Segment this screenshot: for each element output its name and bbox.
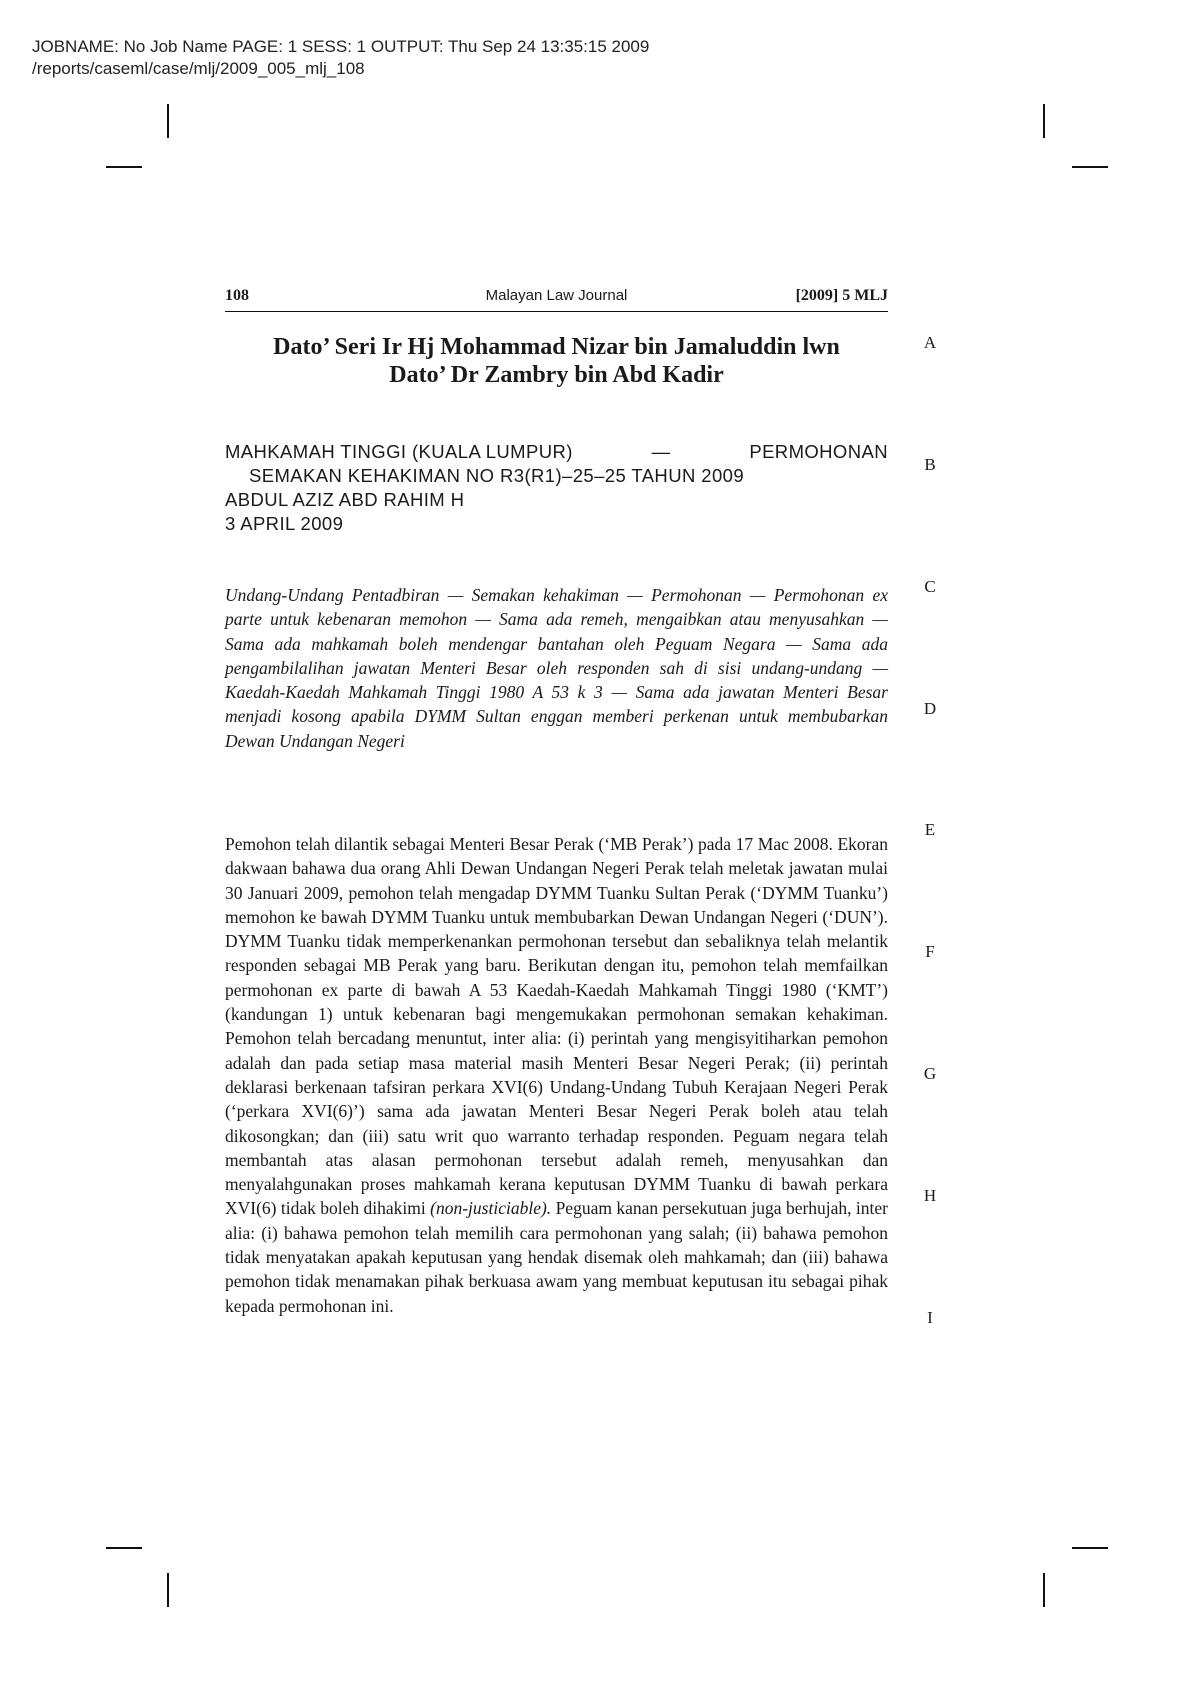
catchwords: Undang-Undang Pentadbiran — Semakan kehakiman — Permohonan — Permohonan ex parte untuk kebenaran memohon — Sama ada remeh, mengaibkan atau menyusahkan — Sama ada mahkamah boleh mendengar bantahan oleh Peguam Negara — Sama ada pengambilalihan jawatan Menteri Besar oleh responden sah di sisi undang-undang — Kaedah-Kaedah Mahkamah Tinggi 1980 A 53 k 3 — Sama ada jawatan Menteri Besar menjadi kosong apabila DYMM Sultan enggan memberi perkenan untuk membubarkan Dewan Undangan Negeri xyxy=(225,585,888,751)
case-title-line2: Dato’ Dr Zambry bin Abd Kadir xyxy=(389,362,724,388)
job-header-path: /reports/caseml/case/mlj/2009_005_mlj_108 xyxy=(32,59,365,78)
headnote-paragraph xyxy=(225,832,888,1318)
court-line xyxy=(225,440,888,464)
margin-letter-c: C xyxy=(924,577,936,596)
case-title xyxy=(225,333,888,389)
headnote-text-part2: Peguam kanan persekutuan juga berhujah, inter alia: (i) bahawa pemohon telah memilih cara permohonan yang salah; (ii) bahawa pemohon tidak menyatakan apakah keputusan yang hendak disemak oleh mahkamah; dan (iii) bahawa pemohon tidak menamakan pihak berkuasa awam yang membuat keputusan itu sebagai pihak kepada permohonan ini. xyxy=(225,1198,889,1316)
crop-mark-top-right-vertical xyxy=(1043,104,1045,138)
margin-letter-b: B xyxy=(924,455,936,474)
case-title-line1: Dato’ Seri Ir Hj Mohammad Nizar bin Jamaluddin lwn xyxy=(273,334,840,360)
crop-mark-bottom-left-horizontal xyxy=(106,1547,142,1549)
crop-mark-top-right-horizontal xyxy=(1072,166,1108,168)
court-name: MAHKAMAH TINGGI (KUALA LUMPUR) xyxy=(225,441,573,462)
citation: [2009] 5 MLJ xyxy=(795,287,888,304)
margin-letter-g: G xyxy=(923,1064,937,1083)
judge-name: ABDUL AZIZ ABD RAHIM H xyxy=(225,489,465,510)
court-info xyxy=(225,440,888,536)
margin-letter-e: E xyxy=(924,820,936,839)
crop-mark-top-left-vertical xyxy=(167,104,169,138)
court-proceeding: PERMOHONAN xyxy=(749,441,888,462)
margin-letter-d: D xyxy=(923,699,937,718)
margin-letter-f: F xyxy=(925,942,935,961)
crop-mark-top-left-horizontal xyxy=(106,166,142,168)
crop-mark-bottom-right-vertical xyxy=(1043,1573,1045,1607)
margin-letter-a: A xyxy=(923,333,937,352)
crop-mark-bottom-right-horizontal xyxy=(1072,1547,1108,1549)
headnote-text-part1: Pemohon telah dilantik sebagai Menteri Besar Perak (‘MB Perak’) pada 17 Mac 2008. Ekoran dakwaan bahawa dua orang Ahli Dewan Undangan Negeri Perak telah meletak jawatan mulai 30 Januari 2009, pemohon telah mengadap DYMM Tuanku Sultan Perak (‘DYMM Tuanku’) memohon ke bawah DYMM Tuanku untuk membubarkan Dewan Undangan Negeri (‘DUN’). DYMM Tuanku tidak memperkenankan permohonan tersebut dan sebaliknya telah melantik responden sebagai MB Perak yang baru. Berikutan dengan itu, pemohon telah memfailkan permohonan ex parte di bawah A 53 Kaedah-Kaedah Mahkamah Tinggi 1980 (‘KMT’) (kandungan 1) untuk kebenaran bagi mengemukakan permohonan semakan kehakiman. Pemohon telah bercadang menuntut, inter alia: (i) perintah yang mengisyitiharkan pemohon adalah dan pada setiap masa material masih Menteri Besar Negeri Perak; (ii) perintah deklarasi berkenaan tafsiran perkara XVI(6) Undang-Undang Tubuh Kerajaan Negeri Perak (‘perkara XVI(6)’) sama ada jawatan Menteri Besar Negeri Perak boleh atau telah dikosongkan; dan (iii) satu writ quo warranto terhadap responden. Peguam negara telah membantah atas alasan permohonan tersebut adalah remeh, menyusahkan dan menyalahgunakan proses mahkamah kerana keputusan DYMM Tuanku di bawah perkara XVI(6) tidak boleh dihakimi xyxy=(225,834,888,1219)
judgment-date: 3 APRIL 2009 xyxy=(225,513,344,534)
headnote-italic-term: (non-justiciable). xyxy=(430,1198,552,1219)
crop-mark-bottom-left-vertical xyxy=(167,1573,169,1607)
application-number: SEMAKAN KEHAKIMAN NO R3(R1)–25–25 TAHUN 2009 xyxy=(249,465,745,486)
court-dash: — xyxy=(651,441,671,462)
margin-letter-i: I xyxy=(927,1308,933,1327)
job-header-line1: JOBNAME: No Job Name PAGE: 1 SESS: 1 OUTPUT: Thu Sep 24 13:35:15 2009 xyxy=(32,37,650,56)
margin-letter-h: H xyxy=(923,1186,937,1205)
job-header xyxy=(32,36,649,80)
running-head xyxy=(225,283,888,312)
journal-name: Malayan Law Journal xyxy=(485,287,628,304)
page-number: 108 xyxy=(225,287,249,304)
